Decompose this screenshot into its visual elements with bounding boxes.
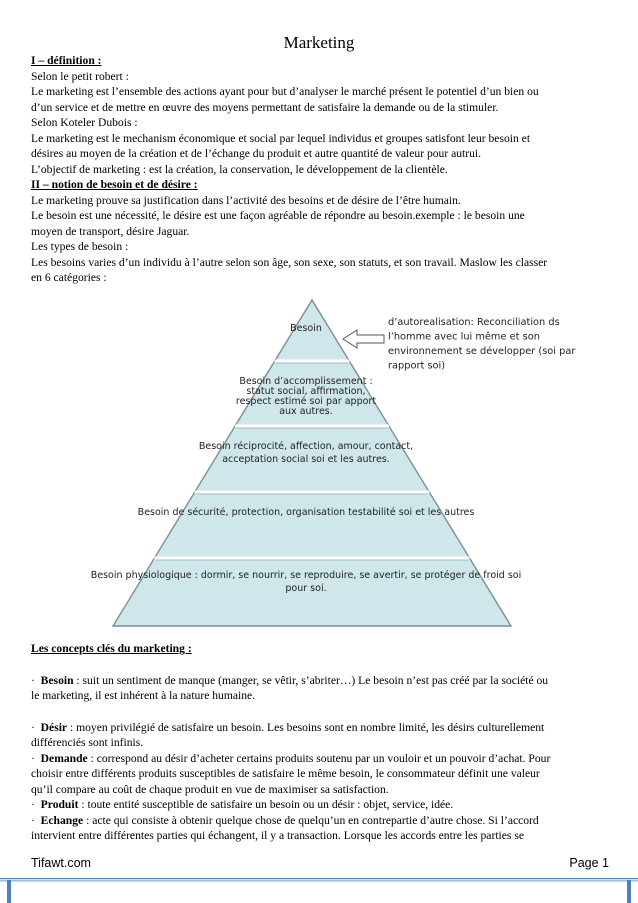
footer-site: Tifawt.com <box>31 856 91 870</box>
callout-text: d’autorealisation: Reconciliation ds <box>388 317 560 328</box>
text-line: Selon Koteler Dubois : <box>31 116 138 129</box>
text-line: L’objectif de marketing : est la création, la conservation, le développement de la clientèle. <box>31 162 448 176</box>
concept-term: Produit <box>40 798 79 811</box>
concept-term: Echange <box>40 813 84 827</box>
concept-desir <box>31 720 609 736</box>
concept-produit <box>31 797 609 813</box>
callout-text: l’homme avec lui même et son <box>388 331 540 343</box>
callout-text: rapport soi) <box>388 360 446 372</box>
text-line: qu’il compare au coût de chaque produit en vue de maximiser sa satisfaction. <box>31 782 389 796</box>
concept-text: : suit un sentiment de manque (manger, se vêtir, s’abriter…) Le besoin n’est pas créé par la société ou <box>73 673 549 687</box>
bullet-glyph: · <box>31 751 35 765</box>
concept-term: Besoin <box>40 673 74 687</box>
footer-line-top <box>0 878 638 879</box>
concept-text: : acte qui consiste à obtenir quelque chose de quelqu’un en contrepartie d’autre chose. Si l’accord <box>83 813 539 827</box>
bullet-glyph: · <box>31 798 35 811</box>
concept-text: : moyen privilégié de satisfaire un besoin. Les besoins sont en nombre limité, les désirs culturellement <box>67 720 545 734</box>
pyramid-level-label: Besoin <box>290 323 322 334</box>
footer-left-bar <box>7 880 11 903</box>
text-line: Le marketing est l’ensemble des actions ayant pour but d’analyser le marché présent le potentiel d’un bien ou <box>31 85 539 98</box>
pyramid-level-label: Besoin physiologique : dormir, se nourrir, se reproduire, se avertir, se protéger de froid soi <box>90 570 522 581</box>
text-line: Les types de besoin : <box>31 240 129 253</box>
pyramid-level-label: aux autres. <box>279 406 333 417</box>
key-concepts-section <box>31 641 609 844</box>
concept-term: Demande <box>40 751 88 765</box>
pyramid-level-label: pour soi. <box>285 583 327 594</box>
text-line: moyen de transport, désire Jaguar. <box>31 224 190 238</box>
arrow-left-icon <box>343 330 384 348</box>
concept-text: : toute entité susceptible de satisfaire un besoin ou un désir : objet, service, idée. <box>78 798 454 811</box>
text-line: Selon le petit robert : <box>31 69 129 83</box>
footer-line-bottom <box>0 881 638 882</box>
text-line: Le marketing est le mechanism économique et social par lequel individus et groupes satisfont leur besoin et <box>31 131 531 145</box>
callout-text: environnement se développer (soi par <box>388 346 576 357</box>
text-line: Le marketing prouve sa justification dans l’activité des besoins et de désire de l’être humain. <box>31 193 461 207</box>
concept-besoin <box>31 673 609 689</box>
footer-rule <box>0 876 638 903</box>
bullet-glyph: · <box>31 720 35 734</box>
page-title: Marketing <box>283 33 355 52</box>
concept-term: Désir <box>40 720 68 734</box>
section-heading-needs: II – notion de besoin et de désire : <box>31 178 198 191</box>
text-line: Les besoins varies d’un individu à l’autre selon son âge, son sexe, son statuts, et son travail. Maslow les classer <box>31 255 548 269</box>
concept-text: : correspond au désir d’acheter certains produits soutenu par un vouloir et un pouvoir d’achat. Pour <box>87 751 551 765</box>
text-line: d’un service et de mettre en œuvre des moyens permettant de satisfaire la demande ou de la stimuler. <box>31 100 499 114</box>
section-heading-concepts: Les concepts clés du marketing : <box>31 642 192 655</box>
footer-page-number: Page 1 <box>569 856 609 870</box>
pyramid-level-label: statut social, affirmation, <box>246 386 366 397</box>
text-line: le marketing, il est inhérent à la nature humaine. <box>31 689 256 702</box>
pyramid-level-label: acceptation social soi et les autres. <box>222 454 390 465</box>
pyramid-level-label: Besoin réciprocité, affection, amour, contact, <box>198 441 414 452</box>
footer-right-bar <box>627 880 631 903</box>
text-line: en 6 catégories : <box>31 271 107 284</box>
page-footer <box>31 855 609 871</box>
text-line: intervient entre différentes parties qui échangent, il y a transaction. Lorsque les accords entre les parties se <box>31 829 524 842</box>
pyramid-level-label: Besoin de sécurité, protection, organisation testabilité soi et les autres <box>137 507 475 518</box>
concept-demande <box>31 751 609 767</box>
pyramid-level-label: respect estimé soi par apport <box>235 396 377 407</box>
concept-echange <box>31 813 609 829</box>
text-line: désires au moyen de la création et de l’échange du produit et autre quantité de valeur pour autrui. <box>31 147 482 160</box>
bullet-glyph: · <box>31 813 35 827</box>
section-heading-definition: I – définition : <box>31 54 102 67</box>
text-line: choisir entre différents produits susceptibles de satisfaire le même besoin, le consommateur définit une valeur <box>31 767 540 780</box>
text-line: différenciés sont infinis. <box>31 736 144 749</box>
bullet-glyph: · <box>31 673 35 687</box>
pyramid-level-label: Besoin d’accomplissement : <box>239 376 373 387</box>
text-line: Le besoin est une nécessité, le désire est une façon agréable de répondre au besoin.exemple : le besoin une <box>31 209 525 222</box>
